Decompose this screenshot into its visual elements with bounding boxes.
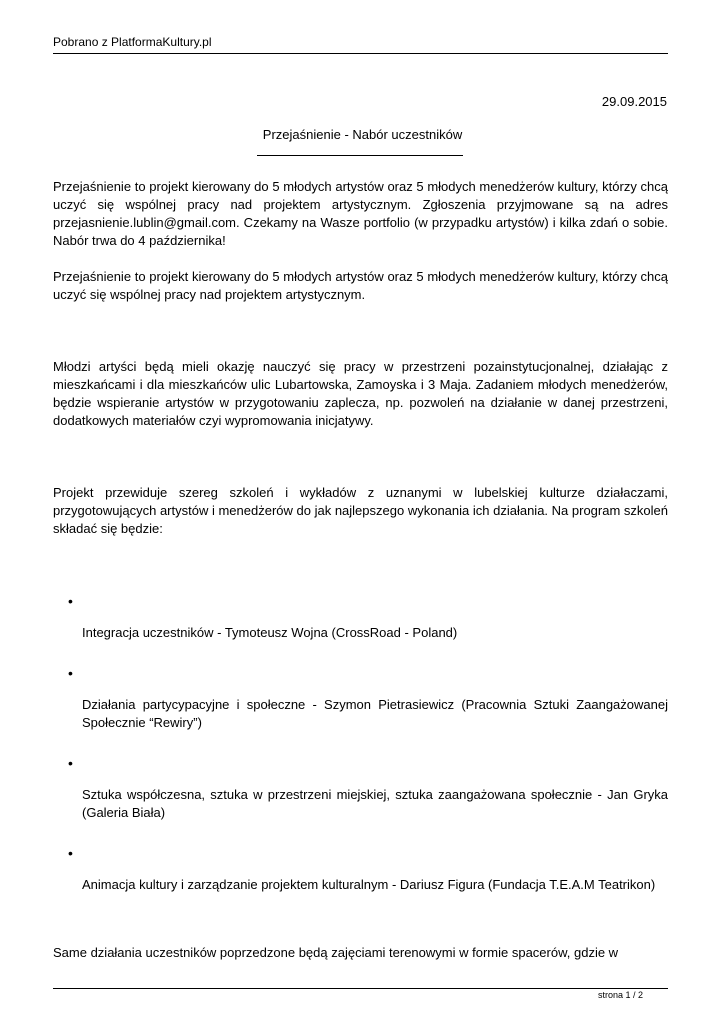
paragraph-project: Przejaśnienie to projekt kierowany do 5 młodych artystów oraz 5 młodych menedżerów kultury, którzy chcą uczyć się wspólnej pracy nad projektem artystycznym. [53,269,668,302]
document-date: 29.09.2015 [601,94,667,109]
paragraph-intro: Przejaśnienie to projekt kierowany do 5 młodych artystów oraz 5 młodych menedżerów kultury, którzy chcą uczyć się wspólnej pracy nad projektem artystycznym. Zgłoszenia przyjmowane są na adres przejasnienie.lublin@gmail.com. Czekamy na Wasze portfolio (w przypadku artystów) i kilka zdań o sobie. Nabór trwa do 4 października! [53,179,668,248]
paragraph-closing: Same działania uczestników poprzedzone będą zajęciami terenowymi w formie spacerów, gdzie w [53,945,619,960]
page-header-source: Pobrano z PlatformaKultury.pl [53,35,212,49]
title-underline [257,155,463,156]
list-item-text: Sztuka współczesna, sztuka w przestrzeni miejskiej, sztuka zaangażowana społecznie - Jan Gryka (Galeria Biała) [82,787,668,820]
paragraph-artists: Młodzi artyści będą mieli okazję nauczyć się pracy w przestrzeni pozainstytucjonalnej, działając z mieszkańcami i dla mieszkańców ulic Lubartowska, Zamoyska i 3 Maja. Zadaniem młodych menedżerów, będzie wspieranie artystów w przygotowaniu zaplecza, np. pozwoleń na działanie w danej przestrzeni, dodatkowych materiałów czyi wypromowania inicjatywy. [53,359,668,428]
document-body [53,178,668,962]
bullet-icon: • [68,665,73,681]
list-item [53,844,668,894]
list-item [53,592,668,642]
bullet-icon: • [68,593,73,609]
paragraph-training: Projekt przewiduje szereg szkoleń i wykładów z uznanymi w lubelskiej kulturze działaczami, przygotowujących artystów i menedżerów do jak najlepszego wykonania ich działania. Na program szkoleń składać się będzie: [53,485,668,536]
bullet-icon: • [68,755,73,771]
list-item [53,664,668,732]
page-number: strona 1 / 2 [597,990,643,1000]
list-item-text: Integracja uczestników - Tymoteusz Wojna (CrossRoad - Poland) [82,625,458,640]
list-item-text: Działania partycypacyjne i społeczne - Szymon Pietrasiewicz (Pracownia Sztuki Zaangażowanej Społecznie “Rewiry”) [82,697,668,730]
footer-divider [53,988,668,989]
list-item-text: Animacja kultury i zarządzanie projektem kulturalnym - Dariusz Figura (Fundacja T.E.A.M Teatrikon) [82,877,656,892]
bullet-icon: • [68,845,73,861]
training-list [53,592,668,894]
document-title: Przejaśnienie - Nabór uczestników [262,127,463,142]
list-item [53,754,668,822]
header-divider [53,53,668,54]
